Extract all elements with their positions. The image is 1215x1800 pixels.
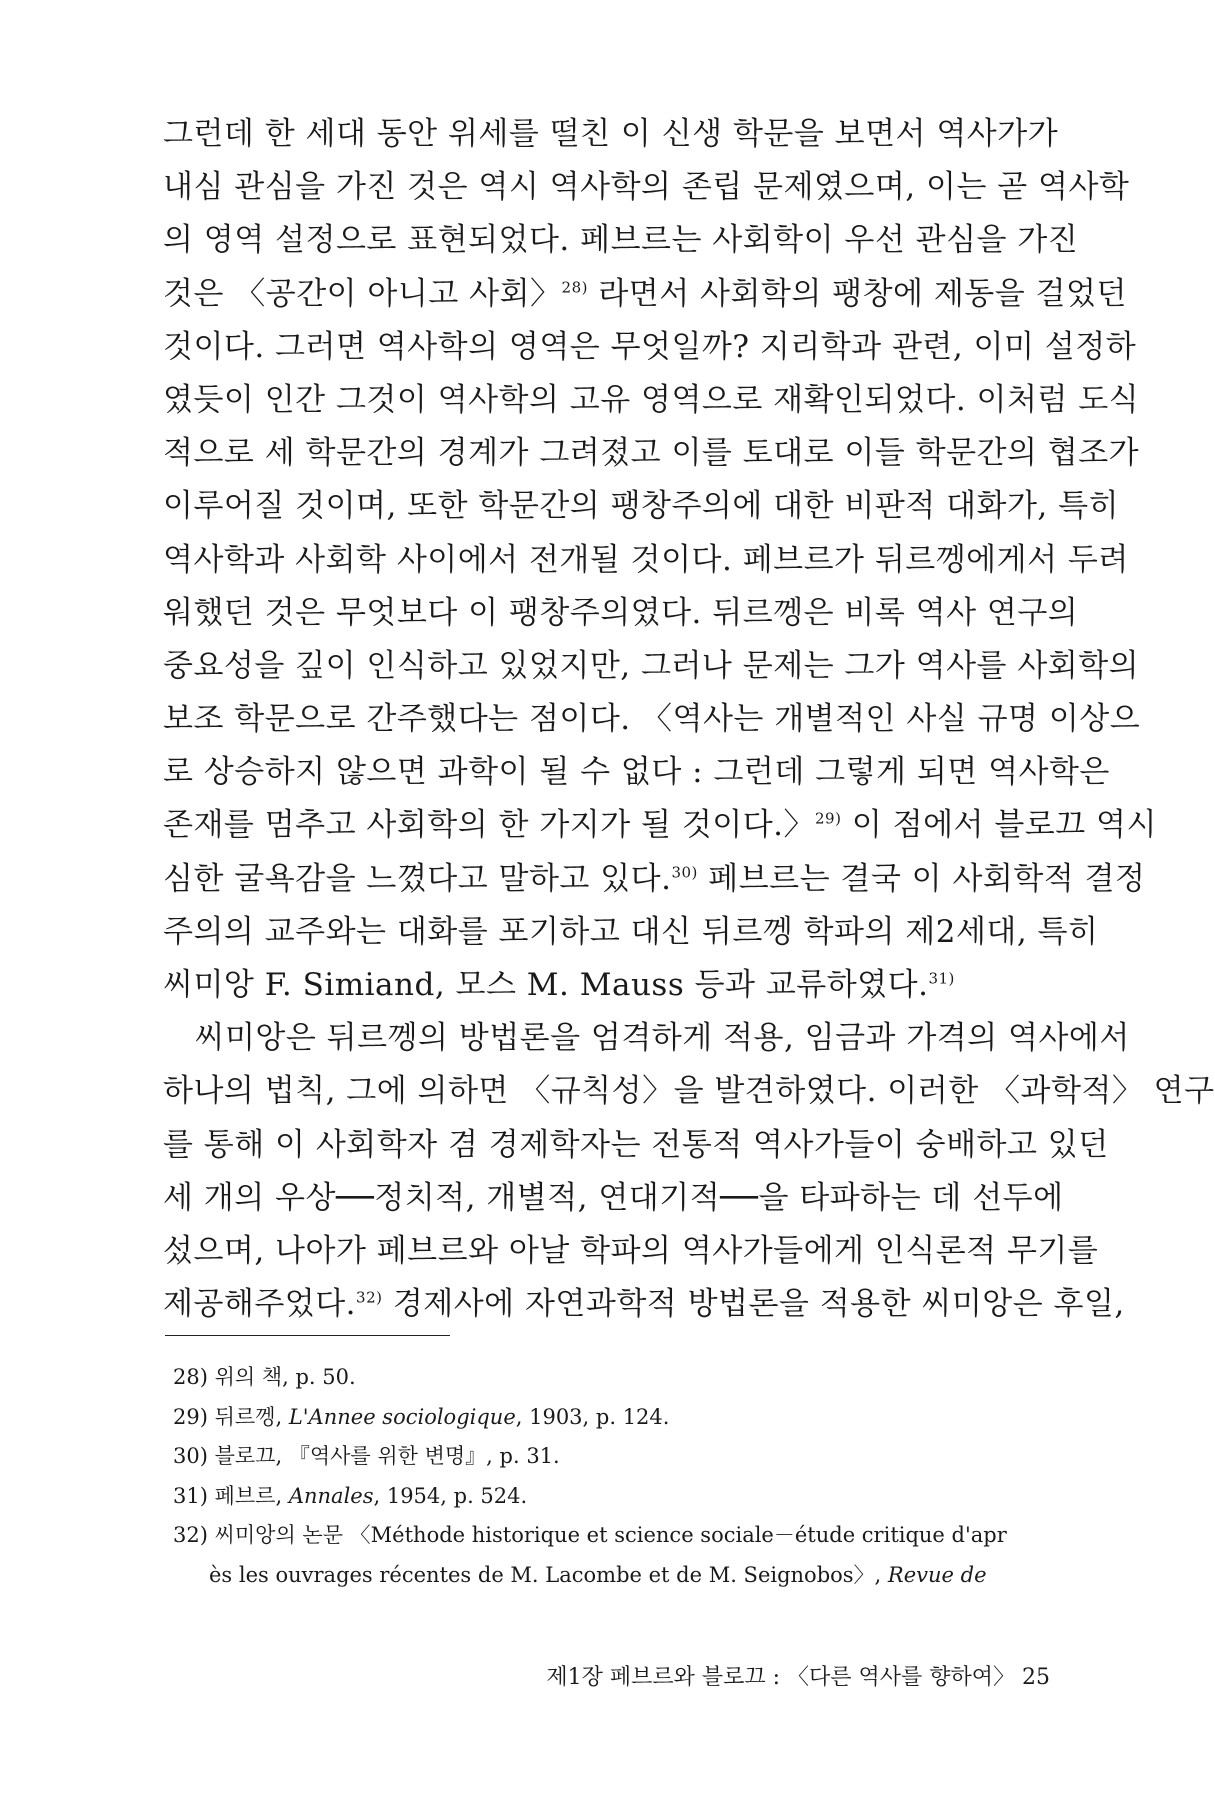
text-line: 제공해주었다.$^{32)}$ 경제사에 자연과학적 방법론을 적용한 씨미앙은 후일, (163, 1286, 1125, 1323)
text-line: 것은 〈공간이 아니고 사회〉$^{28)}$ 라면서 사회학의 팽창에 제동을 걸었던 (163, 275, 1127, 312)
running-footer (546, 1660, 1050, 1691)
text-line: 존재를 멈추고 사회학의 한 가지가 될 것이다.〉$^{29)}$ 이 점에서 블로끄 역시 (163, 807, 1157, 844)
text-line: 내심 관심을 가진 것은 역시 역사학의 존립 문제였으며, 이는 곧 역사학 (163, 169, 1130, 206)
footnote-ref-32: 32) (356, 1288, 383, 1307)
footnote-29: 29) 뒤르껭, L'Annee sociologique, 1903, p. 124. (173, 1404, 670, 1429)
text-line: 씨미앙은 뒤르껭의 방법론을 엄격하게 적용, 임금과 가격의 역사에서 (163, 1020, 1130, 1057)
text-line: 주의의 교주와는 대화를 포기하고 대신 뒤르껭 학파의 제2세대, 특히 (163, 913, 1099, 950)
text-line: 보조 학문으로 간주했다는 점이다. 〈역사는 개별적인 사실 규명 이상으 (163, 701, 1141, 738)
footnote-ref-31: 31) (928, 969, 955, 988)
chapter-title: 제1장 페브르와 블로끄 : 〈다른 역사를 향하여〉 (546, 1665, 1015, 1690)
text-line: 하나의 법칙, 그에 의하면 〈규칙성〉을 발견하였다. 이러한 〈과학적〉 연구 (163, 1073, 1215, 1110)
text-line: 였듯이 인간 그것이 역사학의 고유 영역으로 재확인되었다. 이처럼 도식 (163, 381, 1140, 418)
text-line: 심한 굴욕감을 느꼈다고 말하고 있다.$^{30)}$ 페브르는 결국 이 사회학적 결정 (163, 860, 1146, 897)
text-line: 역사학과 사회학 사이에서 전개될 것이다. 페브르가 뒤르껭에게서 두려 (163, 541, 1129, 578)
text-line: 것이다. 그러면 역사학의 영역은 무엇일까? 지리학과 관련, 이미 설정하 (163, 328, 1137, 365)
text-line: 의 영역 설정으로 표현되었다. 페브르는 사회학이 우선 관심을 가진 (163, 222, 1079, 259)
text-line: 이루어질 것이며, 또한 학문간의 팽창주의에 대한 비판적 대화가, 특히 (163, 488, 1120, 525)
footnote-divider (165, 1335, 450, 1336)
footnote-ref-29: 29) (815, 810, 842, 829)
text-line: 세 개의 우상──정치적, 개별적, 연대기적──을 타파하는 데 선두에 (163, 1179, 1064, 1216)
text-line: 적으로 세 학문간의 경계가 그려졌고 이를 토대로 이들 학문간의 협조가 (163, 435, 1140, 472)
text-line: 중요성을 깊이 인식하고 있었지만, 그러나 문제는 그가 역사를 사회학의 (163, 647, 1140, 684)
text-line: 씨미앙 F. Simiand, 모스 M. Mauss 등과 교류하였다.$^{31)}$ (163, 967, 955, 1003)
footnote-28: 28) 위의 책, p. 50. (173, 1365, 356, 1389)
footnote-32: 32) 씨미앙의 논문 〈Méthode historique et science sociale－étude critique d'apr (173, 1523, 1007, 1548)
footnote-32-continued: ès les ouvrages récentes de M. Lacombe et de M. Seignobos〉, Revue de (209, 1562, 987, 1587)
footnotes (173, 1358, 1053, 1596)
footnote-30: 30) 블로끄, 『역사를 위한 변명』, p. 31. (173, 1444, 560, 1469)
text-line: 워했던 것은 무엇보다 이 팽창주의였다. 뒤르껭은 비록 역사 연구의 (163, 594, 1079, 631)
text-line: 를 통해 이 사회학자 겸 경제학자는 전통적 역사가들이 숭배하고 있던 (163, 1126, 1109, 1163)
text-line: 그런데 한 세대 동안 위세를 떨친 이 신생 학문을 보면서 역사가가 (163, 116, 1059, 152)
page-number: 25 (1022, 1665, 1050, 1690)
text-line: 섰으며, 나아가 페브르와 아날 학파의 역사가들에게 인식론적 무기를 (163, 1232, 1099, 1269)
footnote-31: 31) 페브르, Annales, 1954, p. 524. (173, 1483, 528, 1508)
text-line: 로 상승하지 않으면 과학이 될 수 없다 : 그런데 그렇게 되면 역사학은 (163, 754, 1110, 791)
footnote-ref-30: 30) (671, 863, 698, 882)
footnote-ref-28: 28) (561, 278, 588, 297)
body-text (163, 108, 1215, 1331)
